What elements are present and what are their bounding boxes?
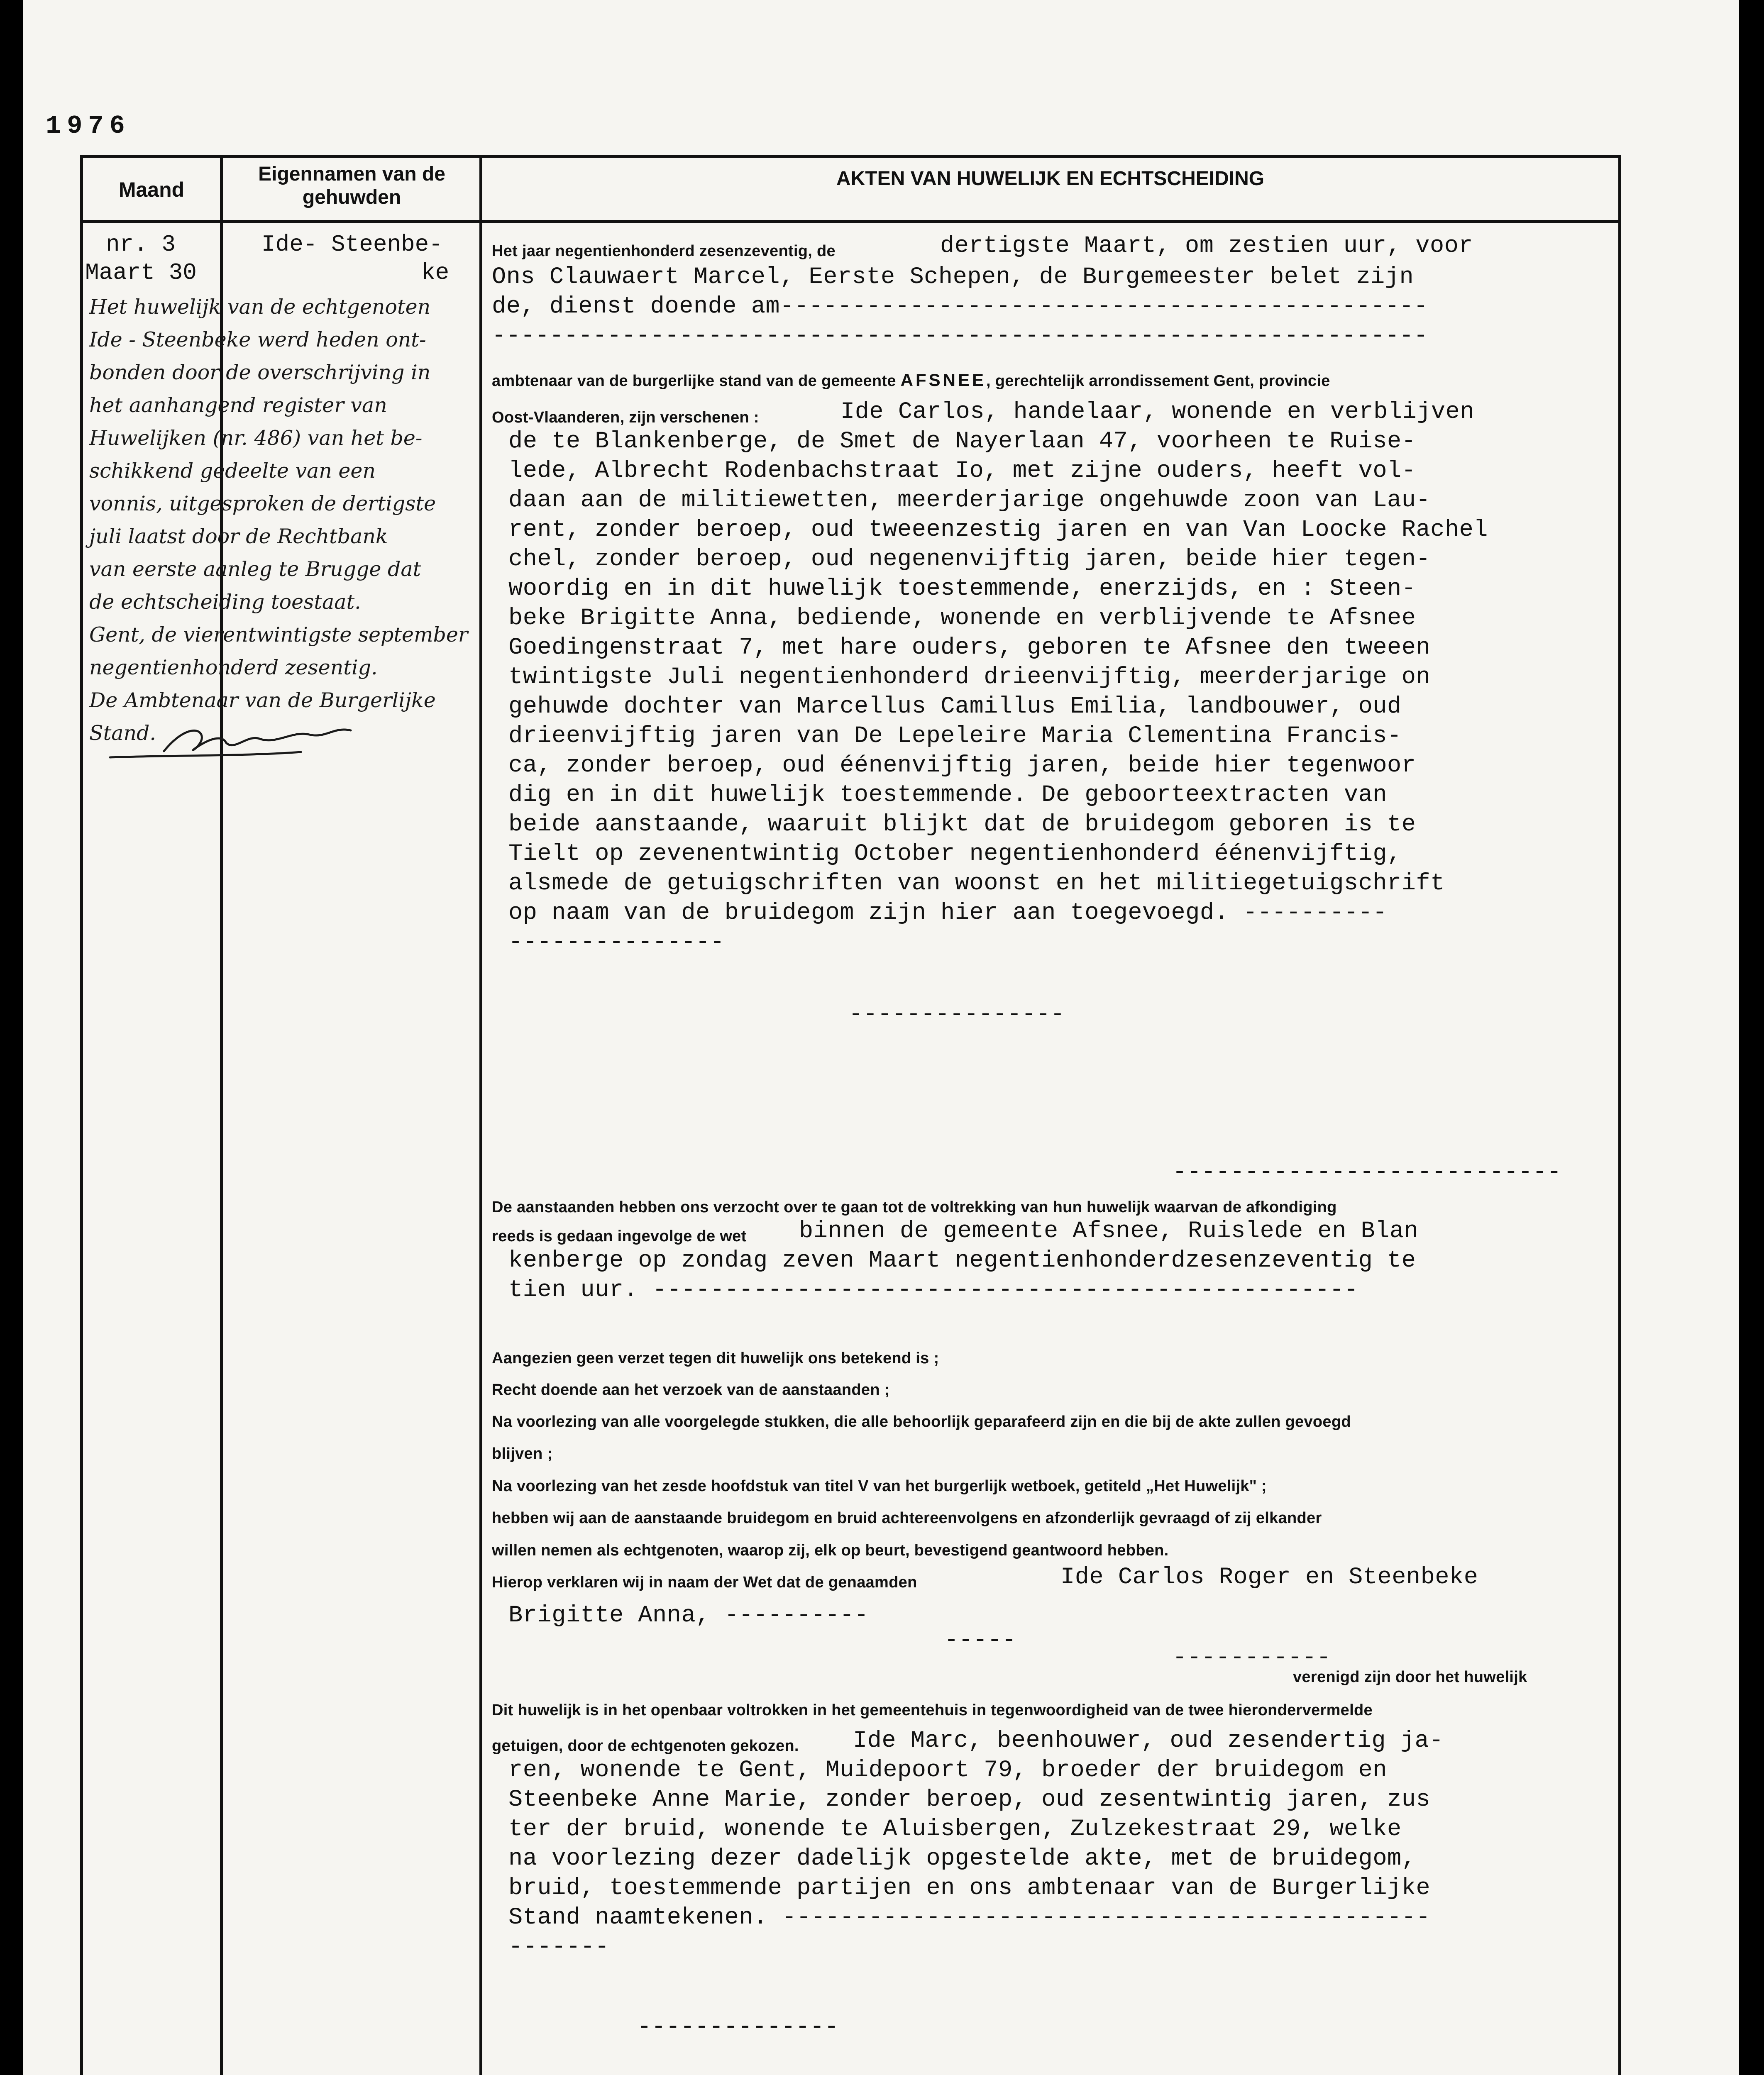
separator-dashes-2: --------------------------- — [1173, 1159, 1562, 1186]
voltrokken-text-1: Dit huwelijk is in het openbaar voltrokken in het gemeentehuis in tegenwoordigheid van de twee hierondervermelde — [492, 1702, 1373, 1719]
opening-date-time: dertigste Maart, om zestien uur, voor — [940, 233, 1473, 259]
margin-signature — [102, 722, 367, 764]
afkondiging-line-1: binnen de gemeente Afsnee, Ruislede en Blan — [799, 1218, 1419, 1245]
separator-end: -------------- — [637, 2014, 839, 2041]
spouse-names-1: Ide- Steenbe- — [261, 231, 443, 258]
hierop-text: Hierop verklaren wij in naam der Wet dat de genaamden — [492, 1574, 917, 1591]
gemeente-name: AFSNEE — [900, 370, 986, 390]
header-maand: Maand — [118, 178, 185, 201]
header-akten: AKTEN VAN HUWELIJK EN ECHTSCHEIDING — [836, 168, 1265, 190]
year-label: 1976 — [46, 111, 131, 141]
opening-text: Het jaar negentienhonderd zesenzeventig, de — [492, 242, 836, 260]
voorlezing-text-2: blijven ; — [492, 1445, 553, 1462]
officer-line: Ons Clauwaert Marcel, Eerste Schepen, de Burgemeester belet zijn — [492, 264, 1414, 290]
act-number: nr. 3 — [106, 231, 176, 258]
frame-right — [1618, 155, 1621, 2075]
provincie-text: Oost-Vlaanderen, zijn verschenen : — [492, 409, 759, 426]
verzoek-text-2: reeds is gedaan ingevolge de wet — [492, 1228, 747, 1245]
afkondiging-text: kenberge op zondag zeven Maart negentienhonderdzesenzeventig te tien uur. ------------------------------------------------- — [508, 1247, 1416, 1304]
gevraagd-text-1: hebben wij aan de aanstaande bruidegom en bruid achtereenvolgens en afzonderlijk gevraagd of zij elkander — [492, 1509, 1322, 1527]
genaamden-line-2: Brigitte Anna, ---------- — [508, 1602, 869, 1629]
act-date: Maart 30 — [85, 259, 197, 286]
parties-text: de te Blankenberge, de Smet de Nayerlaan 47, voorheen te Ruise- lede, Albrecht Rodenbachstraat Io, met zijne ouders, heeft vol- daan aan de militiewetten, meerderjarige ongehuwde zoon van Lau- rent, zonder beroep, oud tweeenzestig jaren en van Van Loocke Rachel chel, zonder beroep, oud negenenvijftig jaren, beide hier tegen- woordig en in dit huwelijk toestemmende, enerzijds, en : Steen- beke Brigitte Anna, bediende, wonende en verblijvende te Afsnee Goedingenstraat 7, met hare ouders, geboren te Afsnee den tweeen twintigste Juli negentienhonderd drieenvijftig, meerderjarige on gehuwde dochter van Marcellus Camillus Emilia, landbouwer, oud drieenvijftig jaren van De Lepeleire Maria Clementina Francis- ca, zonder beroep, oud éénenvijftig jaren, beide hier tegenwoor dig en in dit huwelijk toestemmende. De geboorteextracten van beide aanstaande, waaruit blijkt dat de bruidegom geboren is te Tielt op zevenentwintig October negentienhonderd éénenvijftig, alsmede de getuigschriften van woonst en het militiegetuigschrift op naam van de bruidegom zijn hier aan toegevoegd. ---------- --------------- — [508, 428, 1488, 956]
margin-note: Het huwelijk van de echtgenoten Ide - Steenbeke werd heden ont- bonden door de overschrijving in het aanhangend register van Huwelijken (nr. 486) van het be- schikkend gedeelte van een vonnis, uitgesproken de dertigste juli laatst door de Rechtbank van eerste aanleg te Brugge dat de echtscheiding toestaat. Gent, de vierentwintigste september negentienhonderd zesentig. De Ambtenaar van de Burgerlijke Stand. — [89, 295, 468, 745]
voorlezing-text-1: Na voorlezing van alle voorgelegde stukken, die alle behoorlijk geparafeerd zijn en die bij de akte zullen gevoegd — [492, 1413, 1351, 1431]
separator-short: ----- — [944, 1627, 1016, 1654]
officer-line-3: ----------------------------------------------------------------- — [492, 323, 1428, 349]
getuigen-line-1: Ide Marc, beenhouwer, oud zesendertig ja- — [853, 1728, 1444, 1754]
recht-text: Recht doende aan het verzoek van de aanstaanden ; — [492, 1381, 890, 1399]
verenigd-text: verenigd zijn door het huwelijk — [1293, 1668, 1527, 1686]
spouse-names-2: ke — [421, 259, 450, 286]
ambtenaar-line: ambtenaar van de burgerlijke stand van de gemeente AFSNEE, gerechtelijk arrondissement Gent, provincie — [492, 370, 1330, 390]
voltrokken-text-2: getuigen, door de echtgenoten gekozen. — [492, 1737, 799, 1755]
frame-left — [80, 155, 83, 2075]
separator-verenigd: ----------- — [1173, 1645, 1331, 1671]
hoofdstuk-text: Na voorlezing van het zesde hoofdstuk van titel V van het burgerlijk wetboek, getiteld „Het Huwelijk" ; — [492, 1477, 1267, 1495]
genaamden-line-1: Ide Carlos Roger en Steenbeke — [1060, 1564, 1478, 1591]
header-eigennamen: Eigennamen van de gehuwden — [258, 163, 445, 208]
header-bottom-line — [80, 220, 1621, 223]
verzoek-text-1: De aanstaanden hebben ons verzocht over te gaan tot de voltrekking van hun huwelijk waarvan de afkondiging — [492, 1199, 1337, 1216]
signatures — [484, 2071, 1712, 2075]
aangezien-text: Aangezien geen verzet tegen dit huwelijk ons betekend is ; — [492, 1350, 939, 1367]
officer-line-2: de, dienst doende am--------------------------------------------- — [492, 293, 1428, 320]
gevraagd-text-2: willen nemen als echtgenoten, waarop zij, elk op beurt, bevestigend geantwoord hebben. — [492, 1542, 1169, 1559]
frame-top — [80, 155, 1621, 158]
groom-line-1: Ide Carlos, handelaar, wonende en verblijven — [840, 399, 1475, 425]
getuigen-text: ren, wonende te Gent, Muidepoort 79, broeder der bruidegom en Steenbeke Anne Marie, zonder beroep, oud zesentwintig jaren, zus ter der bruid, wonende te Aluisbergen, Zulzekestraat 29, welke na voorlezing dezer dadelijk opgestelde akte, met de bruidegom, bruid, toestemmende partijen en ons ambtenaar van de Burgerlijke Stand naamtekenen. --------------------------------------------- ------- — [508, 1757, 1431, 1960]
register-page — [23, 0, 1739, 2075]
separator-dashes: --------------- — [849, 1001, 1065, 1028]
